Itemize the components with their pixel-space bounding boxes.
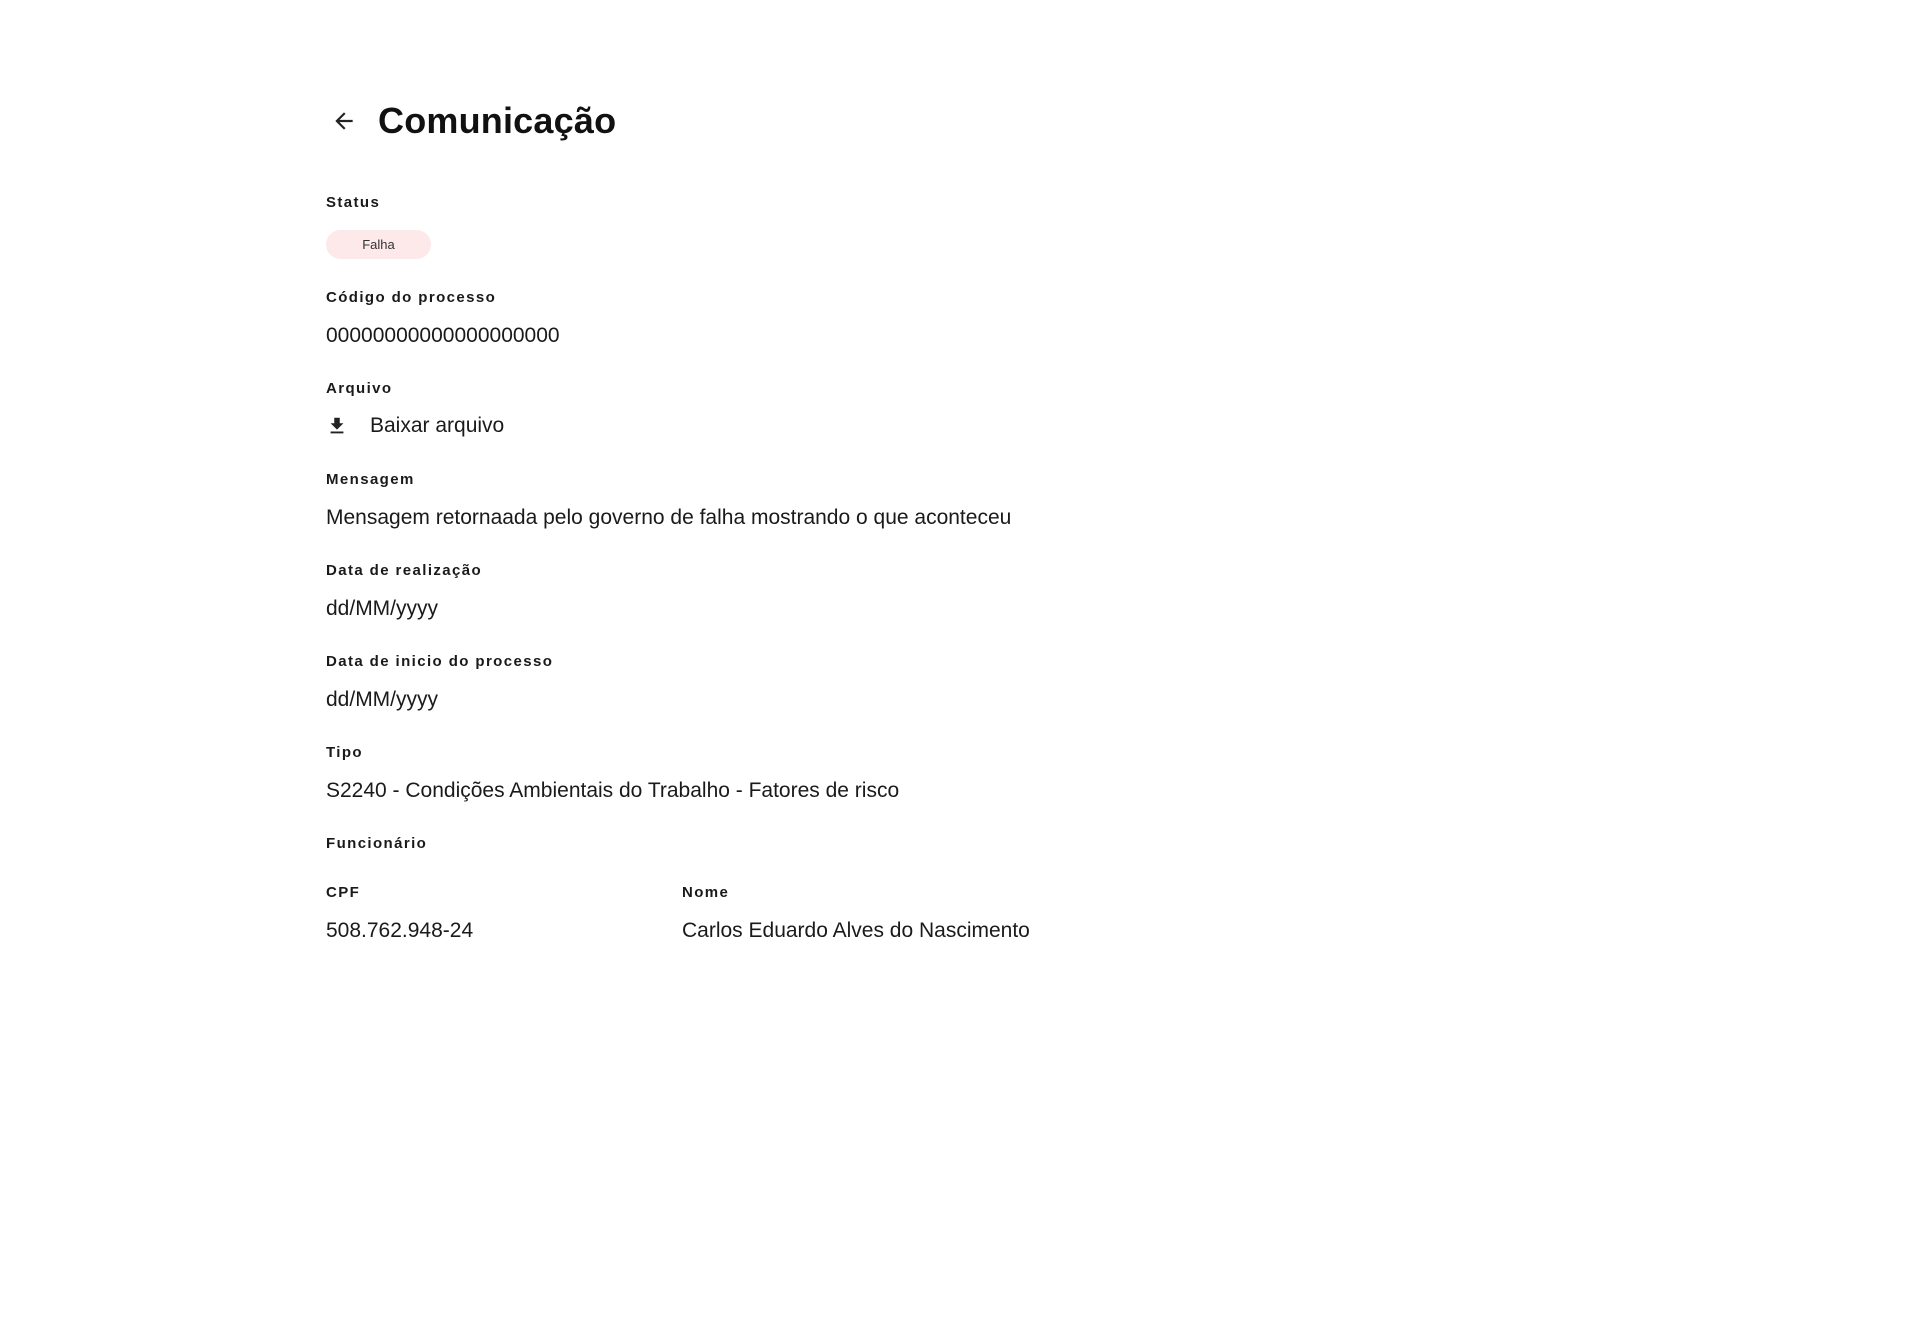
message-value: Mensagem retornaada pelo governo de falha mostrando o que aconteceu xyxy=(326,506,1012,529)
employee-name-field xyxy=(682,884,729,901)
message-label: Mensagem xyxy=(326,471,415,488)
name-label: Nome xyxy=(682,884,730,901)
message-value-wrap xyxy=(326,506,1011,530)
status-label: Status xyxy=(326,194,381,211)
process-code-label: Código do processo xyxy=(326,289,497,306)
process-code-value: 00000000000000000000 xyxy=(326,324,560,347)
cpf-label: CPF xyxy=(326,884,361,901)
start-date-value-wrap xyxy=(326,688,438,712)
employee-section xyxy=(326,835,427,852)
back-button[interactable] xyxy=(326,103,362,139)
name-value-wrap xyxy=(682,919,1030,943)
download-file-link[interactable] xyxy=(326,414,504,438)
message-field xyxy=(326,471,415,488)
download-file-text: Baixar arquivo xyxy=(370,414,505,437)
type-field xyxy=(326,744,363,761)
file-field xyxy=(326,380,392,397)
start-date-value: dd/MM/yyyy xyxy=(326,688,439,711)
name-value: Carlos Eduardo Alves do Nascimento xyxy=(682,919,1030,942)
communication-detail-page xyxy=(326,96,1626,942)
page-header xyxy=(326,96,1626,146)
status-badge: Falha xyxy=(326,230,431,259)
start-date-field xyxy=(326,653,553,670)
employee-label: Funcionário xyxy=(326,835,428,852)
status-badge-wrap xyxy=(326,230,431,259)
type-label: Tipo xyxy=(326,744,363,761)
cpf-value: 508.762.948-24 xyxy=(326,919,474,942)
type-value-wrap xyxy=(326,779,899,803)
arrow-left-icon xyxy=(331,108,357,134)
cpf-value-wrap xyxy=(326,919,473,943)
process-code-value-wrap xyxy=(326,324,560,348)
performed-date-value-wrap xyxy=(326,597,438,621)
performed-date-field xyxy=(326,562,482,579)
process-code-field xyxy=(326,289,496,306)
status-field xyxy=(326,194,380,211)
performed-date-value: dd/MM/yyyy xyxy=(326,597,439,620)
employee-cpf-field xyxy=(326,884,360,901)
performed-date-label: Data de realização xyxy=(326,562,483,579)
file-link-wrap xyxy=(326,414,504,438)
file-label: Arquivo xyxy=(326,380,393,397)
page-title: Comunicação xyxy=(378,100,617,141)
type-value: S2240 - Condições Ambientais do Trabalho - Fatores de risco xyxy=(326,779,900,802)
download-icon xyxy=(326,415,348,437)
start-date-label: Data de inicio do processo xyxy=(326,653,554,670)
